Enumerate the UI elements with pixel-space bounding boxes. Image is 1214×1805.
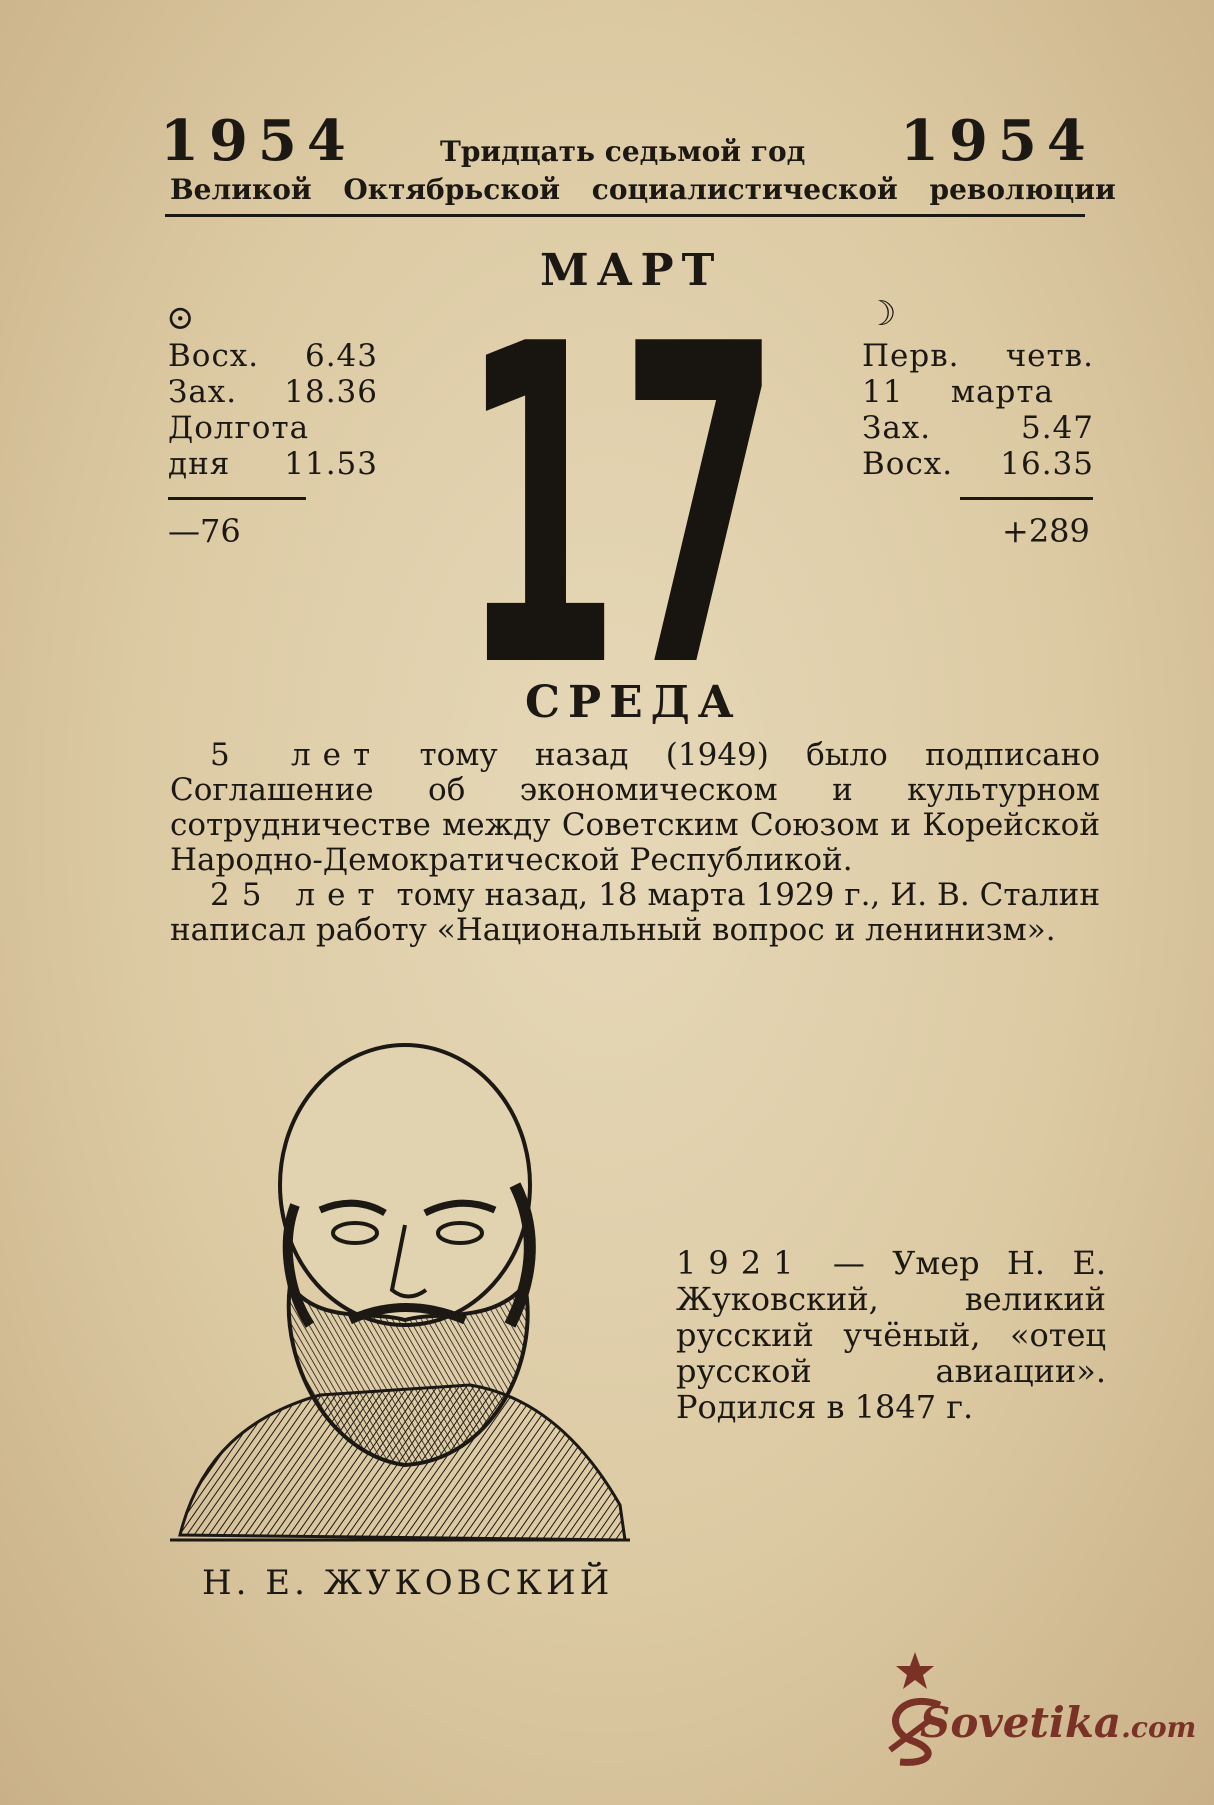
events-text [170,738,1100,948]
moon-set-time: 5.47 [1020,410,1094,446]
day-number-text: 17 [460,300,780,680]
header-divider [165,214,1085,217]
header-line-1: Тридцать седьмой год [440,135,806,168]
day-length-value: 11.53 [284,446,378,482]
days-remaining: +289 [1002,512,1090,550]
moon-phase-day: 11 [862,374,904,410]
sun-rise-label: Восх. [168,338,260,374]
moon-phase-label-2: четв. [1005,338,1094,374]
caption-text: — Умер Н. Е. Жуковский, великий русский учёный, «отец русской авиации». Родился в 1847 г. [676,1244,1106,1426]
watermark-name: Sovetika [920,1698,1122,1747]
moon-info [862,338,1094,482]
watermark-domain: .com [1121,1711,1197,1744]
event-lead: 25 лет [210,877,387,913]
moon-rise-label: Восх. [862,446,954,482]
portrait-caption [676,1245,1106,1425]
day-length-label-2: дня [168,446,231,482]
day-length-label: Долгота [168,410,310,446]
days-passed: —76 [168,512,241,550]
sun-set-label: Зах. [168,374,238,410]
moon-set-label: Зах. [862,410,932,446]
month-label: МАРТ [540,245,723,296]
caption-year: 1921 [676,1244,806,1282]
year-left: 1954 [160,108,356,174]
event-item [170,738,1100,878]
weekday-label: СРЕДА [525,677,742,728]
moon-phase-label: Перв. [862,338,960,374]
portrait-name: Н. Е. ЖУКОВСКИЙ [202,1563,614,1603]
event-text: тому назад (1949) было подписано Соглашение об экономическом и культурном сотрудничестве между Советским Союзом и Корейской Народно-Демократической Республикой. [170,737,1100,878]
sun-divider [168,497,306,500]
sun-rise-time: 6.43 [304,338,378,374]
year-right: 1954 [900,108,1096,174]
event-text: тому назад, 18 марта 1929 г., И. В. Сталин написал работу «Национальный вопрос и ленинизм». [170,877,1100,948]
header-line-2: Великой Октябрьской социалистической революции [170,173,1116,206]
moon-icon: ☽ [866,294,897,334]
day-number [455,300,785,680]
sun-icon: ⊙ [166,298,195,338]
sun-info [168,338,378,482]
moon-rise-time: 16.35 [1000,446,1094,482]
moon-phase-month: марта [950,374,1054,410]
moon-divider [960,497,1093,500]
event-item [170,878,1100,948]
event-lead: 5 лет [210,737,383,773]
portrait-engraving [170,1035,630,1555]
sun-set-time: 18.36 [284,374,378,410]
watermark-text [920,1698,1196,1747]
